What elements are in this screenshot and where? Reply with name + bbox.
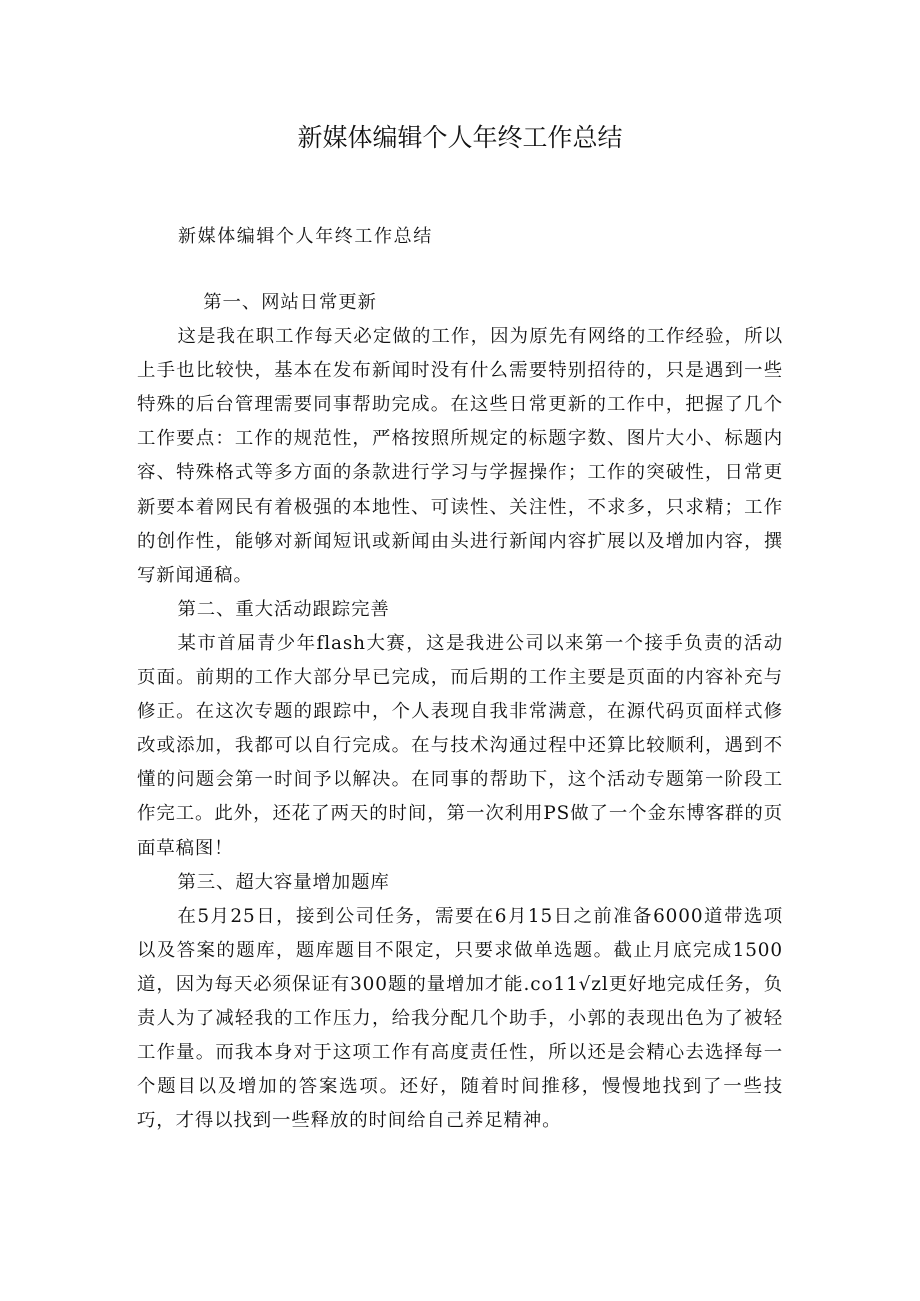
- section-paragraph-1: 这是我在职工作每天必定做的工作，因为原先有网络的工作经验，所以上手也比较快，基本在发布新闻时没有什么需要特别招待的，只是遇到一些特殊的后台管理需要同事帮助完成。在这些日常更新的工作中，把握了几个工作要点：工作的规范性，严格按照所规定的标题字数、图片大小、标题内容、特殊格式等多方面的条款进行学习与学握操作；工作的突破性，日常更新要本着网民有着极强的本地性、可读性、关注性，不求多，只求精；工作的创作性，能够对新闻短讯或新闻由头进行新闻内容扩展以及增加内容，撰写新闻通稿。: [137, 326, 783, 586]
- section-heading-1: 第一、网站日常更新: [203, 292, 377, 313]
- section-paragraph-2: 某市首届青少年flash大赛，这是我进公司以来第一个接手负责的活动页面。前期的工作大部分早已完成，而后期的工作主要是页面的内容补充与修正。在这次专题的跟踪中，个人表现自我非常满意，在源代码页面样式修改或添加，我都可以自行完成。在与技术沟通过程中还算比较顺利，遇到不懂的问题会第一时间予以解决。在同事的帮助下，这个活动专题第一阶段工作完工。此外，还花了两天的时间，第一次利用PS做了一个金东博客群的页面草稿图！: [137, 632, 783, 859]
- section-heading-3: 第三、超大容量增加题库: [177, 871, 390, 893]
- document-body: [137, 286, 783, 1138]
- section-heading-2: 第二、重大活动跟踪完善: [177, 598, 390, 620]
- document-subtitle: 新媒体编辑个人年终工作总结: [178, 226, 433, 247]
- document-title: 新媒体编辑个人年终工作总结: [297, 123, 623, 152]
- section-paragraph-3: 在5月25日，接到公司任务，需要在6月15日之前准备6000道带选项以及答案的题库，题库题目不限定，只要求做单选题。截止月底完成1500道，因为每天必须保证有300题的量增加才能.co11√zl更好地完成任务，负责人为了减轻我的工作压力，给我分配几个助手，小郭的表现出色为了被轻工作量。而我本身对于这项工作有高度责任性，所以还是会精心去选择每一个题目以及增加的答案选项。还好，随着时间推移，慢慢地找到了一些技巧，才得以找到一些释放的时间给自己养足精神。: [137, 905, 783, 1132]
